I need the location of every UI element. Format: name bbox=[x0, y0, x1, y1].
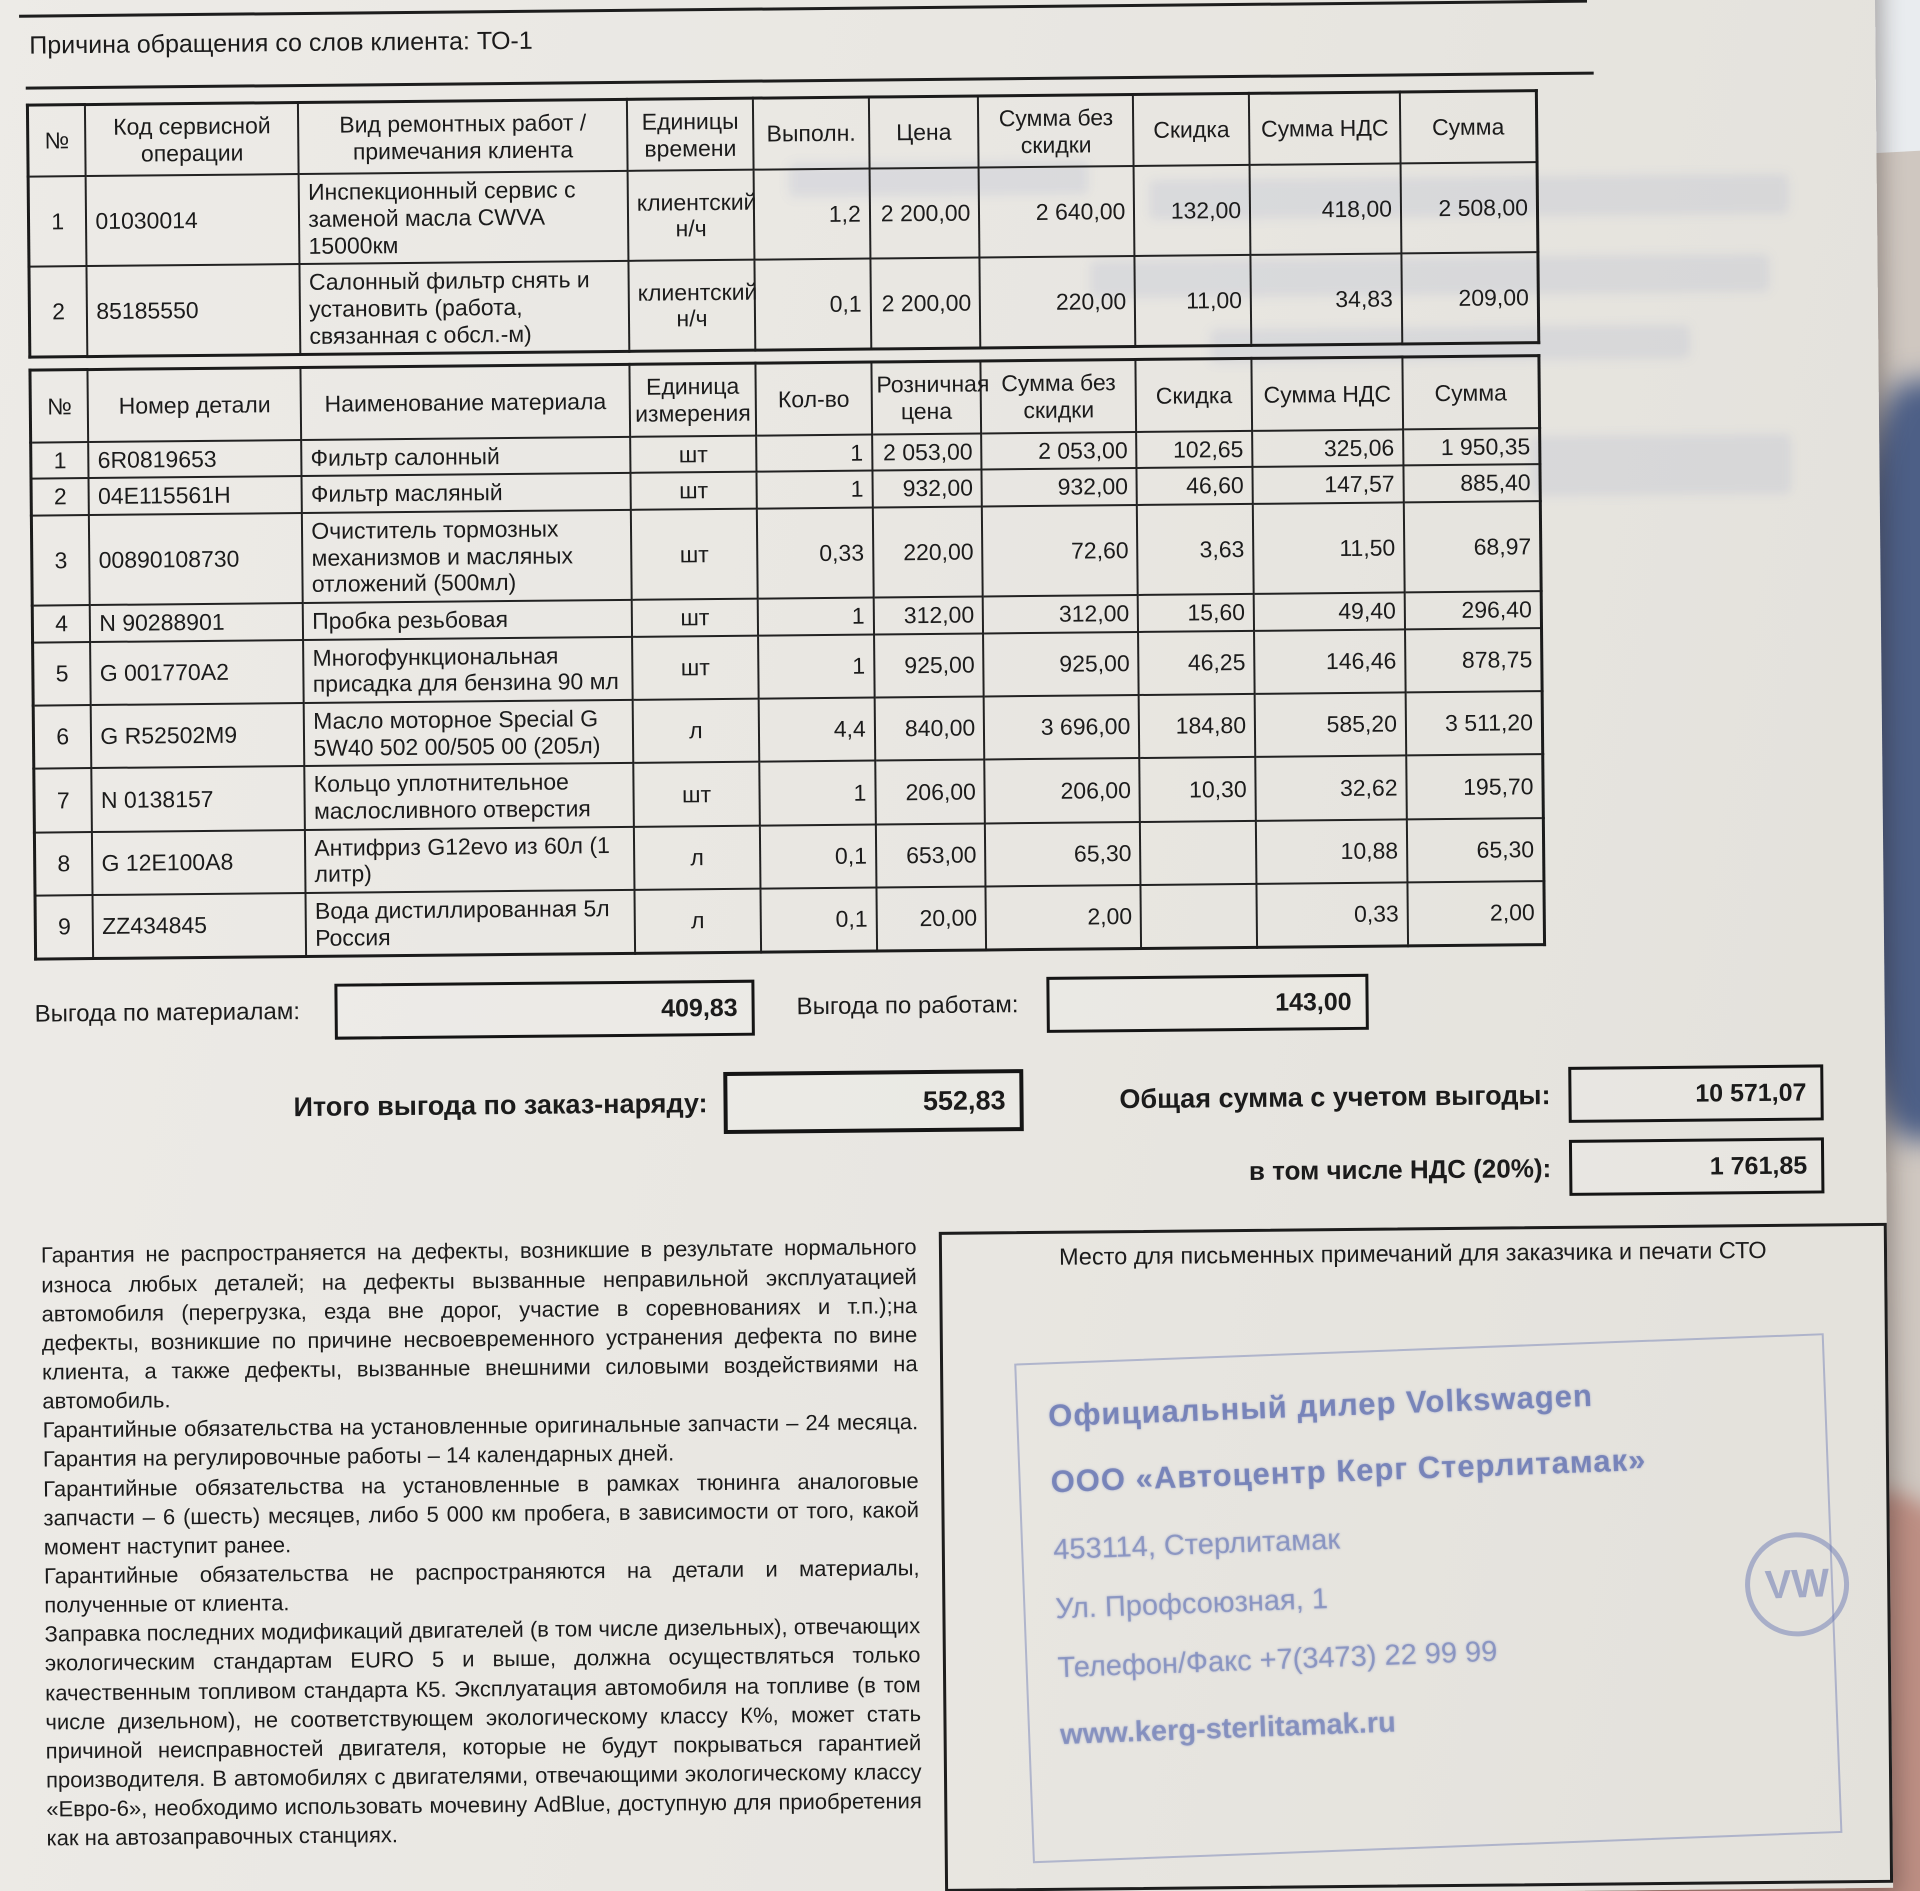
table-row bbox=[35, 881, 1545, 959]
cell-price: 220,00 bbox=[873, 507, 983, 598]
cell-num: 2 bbox=[31, 478, 89, 515]
cell-num: 1 bbox=[31, 442, 89, 479]
cell-num: 3 bbox=[31, 515, 90, 606]
cell-price: 2 053,00 bbox=[872, 433, 982, 471]
col-header: Сумма без скидки bbox=[978, 95, 1134, 168]
cell-sum-no-disc: 72,60 bbox=[982, 505, 1138, 596]
cell-discount: 132,00 bbox=[1134, 165, 1251, 256]
col-header: Скидка bbox=[1136, 359, 1252, 432]
cell-code: 01030014 bbox=[86, 174, 300, 266]
col-header: Сумма НДС bbox=[1249, 92, 1401, 165]
works-benefit-label: Выгода по работам: bbox=[796, 991, 1019, 1021]
warranty-paragraph: Гарантийные обязательства на установленные в рамках тюнинга аналоговые запчасти – 6 (шесть) месяцев, либо 5 000 км пробега, в зависимости от того, какой момент наступит ранее. bbox=[43, 1467, 920, 1560]
cell-code: 85185550 bbox=[87, 264, 301, 357]
cell-num: 4 bbox=[32, 605, 90, 642]
totals-section bbox=[34, 969, 1866, 1211]
cell-price: 312,00 bbox=[873, 597, 983, 635]
cell-price: 2 200,00 bbox=[870, 258, 980, 350]
warranty-paragraph: Заправка последних модификаций двигателей (в том числе дизельных), отвечающих экологическим стандартам EURO 5 и выше, должна осуществляться только качественным топливом стандарта К5. Эксплуатация автомобиля на топливе (в том числе дизельном), не соответствующем экологическому классу К%, может стать причиной неисправностей двигателя, которые не будут покрываться гарантией производителя. В автомобилях с двигателями, отвечающими экологическому классу «Евро-6», необходимо использовать мочевину AdBlue, доступную для приобретения как на автозаправочных станциях. bbox=[44, 1613, 922, 1851]
notes-box bbox=[938, 1223, 1893, 1891]
cell-unit: клиентский н/ч bbox=[628, 260, 755, 352]
cell-name: Салонный фильтр снять и установить (работа, связанная с обсл.-м) bbox=[300, 261, 630, 355]
works-table bbox=[26, 89, 1540, 359]
col-header: Сумма НДС bbox=[1252, 357, 1404, 430]
cell-unit: л bbox=[633, 699, 760, 764]
cell-code: G 12E100A8 bbox=[92, 830, 306, 895]
cell-num: 5 bbox=[33, 642, 91, 706]
stamp-website: www.kerg-sterlitamak.ru bbox=[1059, 1707, 1396, 1752]
col-header: Код сервисной операции bbox=[85, 103, 299, 177]
order-benefit-value: 552,83 bbox=[723, 1070, 1024, 1135]
vw-logo-icon bbox=[1743, 1531, 1851, 1639]
cell-name: Фильтр масляный bbox=[302, 473, 631, 513]
cell-num: 9 bbox=[35, 895, 93, 959]
table-row bbox=[29, 252, 1539, 357]
cell-total: 2 508,00 bbox=[1401, 162, 1538, 253]
cell-discount: 3,63 bbox=[1137, 504, 1254, 595]
cell-vat: 10,88 bbox=[1256, 819, 1407, 884]
cell-total: 195,70 bbox=[1406, 755, 1543, 820]
cell-name: Антифриз G12evo из 60л (1 литр) bbox=[305, 827, 634, 893]
col-header: Скидка bbox=[1133, 93, 1249, 166]
stamp-dealer-line: Официальный дилер Volkswagen bbox=[1047, 1378, 1594, 1434]
vat-total-label: в том числе НДС (20%): bbox=[1248, 1153, 1552, 1186]
cell-unit: клиентский н/ч bbox=[628, 170, 755, 261]
cell-name: Кольцо уплотнительное маслосливного отверстия bbox=[305, 763, 634, 829]
cell-total: 296,40 bbox=[1405, 591, 1542, 629]
cell-code: N 90288901 bbox=[90, 603, 303, 642]
col-header: Кол-во bbox=[755, 362, 871, 435]
cell-qty: 0,33 bbox=[757, 508, 874, 599]
cell-name: Масло моторное Special G 5W40 502 00/505 00 (205л) bbox=[304, 700, 633, 766]
cell-name: Пробка резьбовая bbox=[303, 600, 632, 640]
notes-box-title: Место для письменных примечаний для заказчика и печати СТО bbox=[1058, 1237, 1767, 1271]
cell-sum-no-disc: 65,30 bbox=[985, 822, 1141, 887]
cell-total: 68,97 bbox=[1404, 501, 1541, 592]
cell-discount: 102,65 bbox=[1136, 431, 1252, 469]
cell-qty: 1 bbox=[759, 761, 875, 825]
cell-unit: шт bbox=[633, 762, 760, 827]
cell-price: 20,00 bbox=[876, 887, 986, 952]
cell-qty: 0,1 bbox=[754, 259, 871, 351]
col-header: Выполн. bbox=[753, 97, 869, 170]
cell-qty: 1 bbox=[758, 598, 874, 636]
stamp-street: Ул. Профсоюзная, 1 bbox=[1054, 1583, 1329, 1626]
cell-price: 206,00 bbox=[875, 760, 985, 824]
cell-discount: 46,60 bbox=[1137, 467, 1253, 505]
cell-vat: 34,83 bbox=[1251, 254, 1403, 346]
cell-total: 1 950,35 bbox=[1403, 428, 1540, 466]
cell-qty: 1 bbox=[757, 471, 873, 509]
cell-total: 878,75 bbox=[1405, 628, 1542, 693]
cell-unit: л bbox=[634, 889, 761, 954]
warranty-text bbox=[37, 1233, 922, 1853]
col-header: Вид ремонтных работ / примечания клиента bbox=[298, 99, 627, 174]
cell-name: Фильтр салонный bbox=[301, 437, 630, 477]
cell-discount bbox=[1141, 884, 1257, 949]
cell-total: 209,00 bbox=[1401, 252, 1538, 344]
cell-sum-no-disc: 932,00 bbox=[982, 468, 1137, 506]
cell-qty: 1,2 bbox=[754, 169, 871, 260]
col-header: № bbox=[30, 370, 89, 442]
cell-vat: 418,00 bbox=[1250, 164, 1402, 255]
client-reason-text: Причина обращения со слов клиента: ТО-1 bbox=[29, 26, 533, 60]
col-header: Номер детали bbox=[88, 368, 302, 442]
bottom-section bbox=[37, 1223, 1893, 1891]
cell-unit: л bbox=[634, 825, 761, 890]
cell-name: Вода дистиллированная 5л Россия bbox=[306, 890, 635, 957]
col-header: Сумма bbox=[1402, 356, 1539, 429]
cell-vat: 147,57 bbox=[1253, 466, 1404, 504]
stamp-company-line: ООО «Автоцентр Керг Стерлитамак» bbox=[1049, 1442, 1647, 1500]
cell-name: Инспекционный сервис с заменой масла CWVA 15000км bbox=[299, 171, 629, 264]
cell-name: Очиститель тормозных механизмов и масляных отложений (500мл) bbox=[302, 510, 632, 603]
cell-total: 885,40 bbox=[1403, 465, 1540, 503]
col-header: Сумма bbox=[1400, 91, 1537, 164]
col-header: Сумма без скидки bbox=[981, 360, 1137, 433]
table-row bbox=[31, 501, 1541, 605]
cell-sum-no-disc: 2 640,00 bbox=[979, 166, 1135, 257]
col-header: Единицы времени bbox=[627, 98, 754, 171]
cell-total: 65,30 bbox=[1407, 818, 1544, 883]
cell-discount: 11,00 bbox=[1135, 255, 1252, 347]
materials-table bbox=[28, 354, 1546, 961]
cell-sum-no-disc: 220,00 bbox=[980, 256, 1136, 348]
col-header: Цена bbox=[869, 96, 979, 169]
cell-num: 6 bbox=[33, 705, 91, 769]
vat-total-value: 1 761,85 bbox=[1569, 1138, 1825, 1196]
cell-sum-no-disc: 206,00 bbox=[985, 758, 1141, 823]
cell-code: G 001770A2 bbox=[90, 640, 304, 705]
order-benefit-row bbox=[35, 1061, 1866, 1141]
cell-qty: 1 bbox=[758, 634, 874, 698]
grand-total-label: Общая сумма с учетом выгоды: bbox=[1119, 1080, 1551, 1115]
cell-code: 00890108730 bbox=[89, 513, 303, 605]
cell-code: N 0138157 bbox=[92, 766, 306, 831]
cell-price: 2 200,00 bbox=[869, 168, 979, 259]
cell-price: 840,00 bbox=[874, 697, 984, 761]
cell-vat: 0,33 bbox=[1257, 883, 1408, 948]
cell-discount: 10,30 bbox=[1140, 757, 1256, 821]
cell-unit: шт bbox=[632, 599, 758, 637]
stamp-postcode-city: 453114, Стерлитамак bbox=[1052, 1524, 1341, 1567]
cell-price: 932,00 bbox=[872, 470, 982, 508]
cell-price: 925,00 bbox=[874, 633, 984, 697]
cell-unit: шт bbox=[630, 472, 756, 510]
client-reason bbox=[25, 3, 1594, 90]
cell-vat: 325,06 bbox=[1252, 429, 1403, 467]
cell-price: 653,00 bbox=[876, 823, 986, 887]
cell-total: 3 511,20 bbox=[1406, 691, 1543, 756]
cell-qty: 4,4 bbox=[759, 698, 875, 762]
cell-total: 2,00 bbox=[1407, 881, 1544, 946]
cell-code: G R52502M9 bbox=[91, 703, 305, 768]
col-header: Розничная цена bbox=[871, 361, 981, 434]
table-row bbox=[28, 162, 1538, 266]
cell-discount: 184,80 bbox=[1139, 694, 1255, 758]
col-header: Наименование материала bbox=[301, 365, 630, 440]
cell-discount: 46,25 bbox=[1138, 631, 1254, 695]
dealer-stamp bbox=[1014, 1334, 1842, 1864]
cell-num: 7 bbox=[34, 768, 92, 832]
cell-sum-no-disc: 925,00 bbox=[983, 632, 1139, 697]
cell-sum-no-disc: 2 053,00 bbox=[981, 432, 1136, 470]
col-header: Единица измерения bbox=[629, 364, 756, 437]
cell-vat: 49,40 bbox=[1254, 593, 1405, 631]
cell-sum-no-disc: 312,00 bbox=[983, 595, 1138, 633]
warranty-paragraph: Гарантийные обязательства не распространяются на детали и материалы, полученные от клиента. bbox=[43, 1555, 920, 1618]
cell-unit: шт bbox=[632, 635, 759, 700]
cell-code: ZZ434845 bbox=[93, 893, 307, 959]
warranty-paragraph: Гарантийные обязательства на установленные оригинальные запчасти – 24 месяца. Гарантия на регулировочные работы – 14 календарных дней. bbox=[42, 1409, 919, 1472]
cell-qty: 0,1 bbox=[761, 888, 877, 953]
cell-num: 8 bbox=[34, 832, 92, 896]
cell-vat: 32,62 bbox=[1255, 756, 1406, 821]
cell-sum-no-disc: 3 696,00 bbox=[984, 695, 1140, 760]
cell-sum-no-disc: 2,00 bbox=[986, 885, 1142, 950]
cell-code: 6R0819653 bbox=[89, 440, 302, 479]
cell-qty: 0,1 bbox=[760, 824, 876, 888]
grand-total-value: 10 571,07 bbox=[1568, 1065, 1824, 1123]
cell-num: 2 bbox=[29, 266, 88, 357]
col-header: № bbox=[27, 105, 86, 177]
cell-code: 04E115561H bbox=[89, 476, 302, 515]
cell-qty: 1 bbox=[756, 434, 872, 472]
cell-num: 1 bbox=[28, 176, 87, 267]
stamp-phone: Телефон/Факс +7(3473) 22 99 99 bbox=[1056, 1636, 1498, 1685]
cell-unit: шт bbox=[630, 435, 756, 473]
warranty-paragraph: Гарантия не распространяется на дефекты, возникшие в результате нормального износа любых деталей; на дефекты вызванные неправильной эксплуатацией автомобиля (перегрузка, езда вне дорог, участие в соревнованиях и т.п.);на дефекты, возникшие по причине несвоевременного устранения дефекта по вине клиента, а также дефекты, вызванные внешними силовыми воздействиями на автомобиль. bbox=[40, 1234, 918, 1414]
cell-vat: 146,46 bbox=[1254, 629, 1405, 694]
vw-logo-text: VW bbox=[1763, 1561, 1830, 1608]
cell-name: Многофункциональная присадка для бензина 90 мл bbox=[303, 637, 632, 703]
order-benefit-label: Итого выгода по заказ-наряду: bbox=[293, 1088, 708, 1123]
cell-vat: 11,50 bbox=[1253, 502, 1405, 593]
cell-discount bbox=[1140, 821, 1256, 885]
materials-benefit-label: Выгода по материалам: bbox=[34, 998, 301, 1029]
cell-unit: шт bbox=[631, 509, 758, 600]
cell-discount: 15,60 bbox=[1138, 594, 1254, 632]
works-benefit-value: 143,00 bbox=[1046, 974, 1369, 1033]
benefit-row bbox=[34, 969, 1864, 1043]
cell-vat: 585,20 bbox=[1255, 693, 1406, 758]
materials-benefit-value: 409,83 bbox=[334, 980, 755, 1040]
vat-row bbox=[36, 1137, 1866, 1211]
